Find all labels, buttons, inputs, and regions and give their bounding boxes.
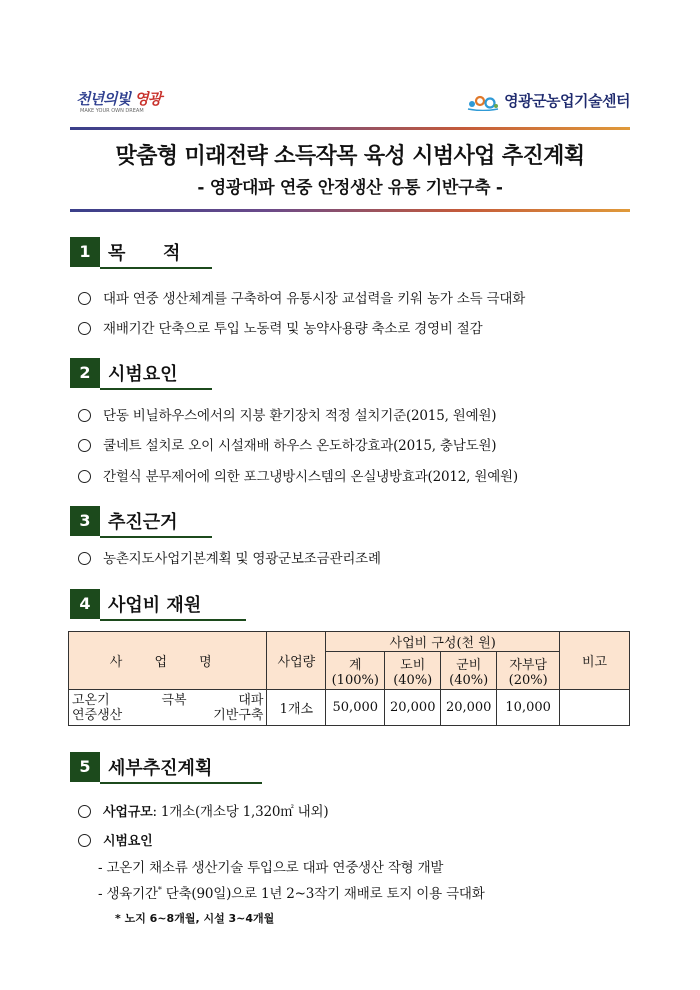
section-number: 5 <box>70 752 100 782</box>
budget-table <box>68 631 630 726</box>
plan-factor-item <box>78 830 152 849</box>
header-province: 도비 (40%) <box>385 652 441 690</box>
factor-text: 간헐식 분무제어에 의한 포그냉방시스템의 온실냉방효과(2012, 원예원) <box>103 469 518 485</box>
cell-county: 20,000 <box>441 690 497 726</box>
plan-footnote: * 노지 6~8개월, 시설 3~4개월 <box>115 912 275 925</box>
bullet-circle-icon <box>78 552 91 565</box>
agri-center-name: 영광군농업기술센터 <box>504 92 630 110</box>
plan-scale-item <box>78 800 328 820</box>
yeonggwang-county-logo <box>72 86 162 116</box>
factor-text: 단동 비닐하우스에서의 지붕 환기장치 적정 설치기준(2015, 원예원) <box>103 408 497 424</box>
section-title: 세부추진계획 <box>108 758 213 779</box>
agri-center-logo-icon <box>466 91 500 111</box>
section-underline <box>100 619 246 621</box>
plan-factor-label: 시범요인 <box>103 834 153 849</box>
header-county: 군비 (40%) <box>441 652 497 690</box>
section-title: 사업비 재원 <box>108 595 202 616</box>
section-underline <box>100 388 212 390</box>
document-header <box>0 82 700 122</box>
bullet-circle-icon <box>78 805 91 818</box>
header-budget-group: 사업비 구성(천 원) <box>326 632 560 652</box>
cell-project-name: 고온기 극복 대파 연중생산 기반구축 <box>69 690 267 726</box>
plan-sub-item: - 생육기간* 단축(90일)으로 1년 2~3작기 재배로 토지 이용 극대화 <box>98 885 485 902</box>
basis-item <box>78 547 381 567</box>
section-underline <box>100 267 212 269</box>
purpose-text: 재배기간 단축으로 투입 노동력 및 농약사용량 축소로 경영비 절감 <box>103 321 483 337</box>
bullet-circle-icon <box>78 292 91 305</box>
title-bottom-rule <box>70 209 630 212</box>
page-title: 맞춤형 미래전략 소득작목 육성 시범사업 추진계획 <box>115 144 585 169</box>
bullet-circle-icon <box>78 439 91 452</box>
bullet-circle-icon <box>78 322 91 335</box>
plan-scale-value: : 1개소(개소당 1,320㎡ 내외) <box>152 804 329 820</box>
bullet-circle-icon <box>78 834 91 847</box>
header-scale: 사업량 <box>267 632 326 690</box>
header-self: 자부담 (20%) <box>497 652 560 690</box>
factor-item <box>78 465 518 485</box>
cell-province: 20,000 <box>385 690 441 726</box>
factor-text: 쿨네트 설치로 오이 시설재배 하우스 온도하강효과(2015, 충남도원) <box>103 438 497 454</box>
header-total: 계 (100%) <box>326 652 385 690</box>
cell-note <box>560 690 630 726</box>
table-row <box>69 690 630 726</box>
bullet-circle-icon <box>78 470 91 483</box>
header-project-name: 사 업 명 <box>69 632 267 690</box>
section-number: 4 <box>70 589 100 619</box>
section-title: 추진근거 <box>108 512 178 533</box>
plan-sub-item: - 고온기 채소류 생산기술 투입으로 대파 연중생산 작형 개발 <box>98 860 444 876</box>
section-title: 목 적 <box>108 243 181 264</box>
header-note: 비고 <box>560 632 630 690</box>
section-underline <box>100 782 262 784</box>
factor-item <box>78 434 496 454</box>
agri-center-logo <box>466 90 630 111</box>
factor-item <box>78 404 496 424</box>
plan-scale-label: 사업규모 <box>103 805 153 820</box>
page-subtitle: - 영광대파 연중 안정생산 유통 기반구축 - <box>197 178 503 198</box>
section-number: 1 <box>70 237 100 267</box>
section-number: 3 <box>70 506 100 536</box>
cell-scale: 1개소 <box>267 690 326 726</box>
bullet-circle-icon <box>78 409 91 422</box>
basis-text: 농촌지도사업기본계획 및 영광군보조금관리조례 <box>103 551 381 567</box>
section-number: 2 <box>70 358 100 388</box>
purpose-text: 대파 연중 생산체계를 구축하여 유통시장 교섭력을 키워 농가 소득 극대화 <box>103 291 526 307</box>
title-top-rule <box>70 127 630 130</box>
logo-left-text: 천년의빛 영광 <box>76 90 162 108</box>
purpose-item <box>78 287 525 307</box>
table-header-row <box>69 632 630 652</box>
cell-total: 50,000 <box>326 690 385 726</box>
cell-self: 10,000 <box>497 690 560 726</box>
logo-left-small-text: MAKE YOUR OWN DREAM <box>80 108 144 114</box>
section-title: 시범요인 <box>108 364 178 385</box>
purpose-item <box>78 317 482 337</box>
section-underline <box>100 536 212 538</box>
